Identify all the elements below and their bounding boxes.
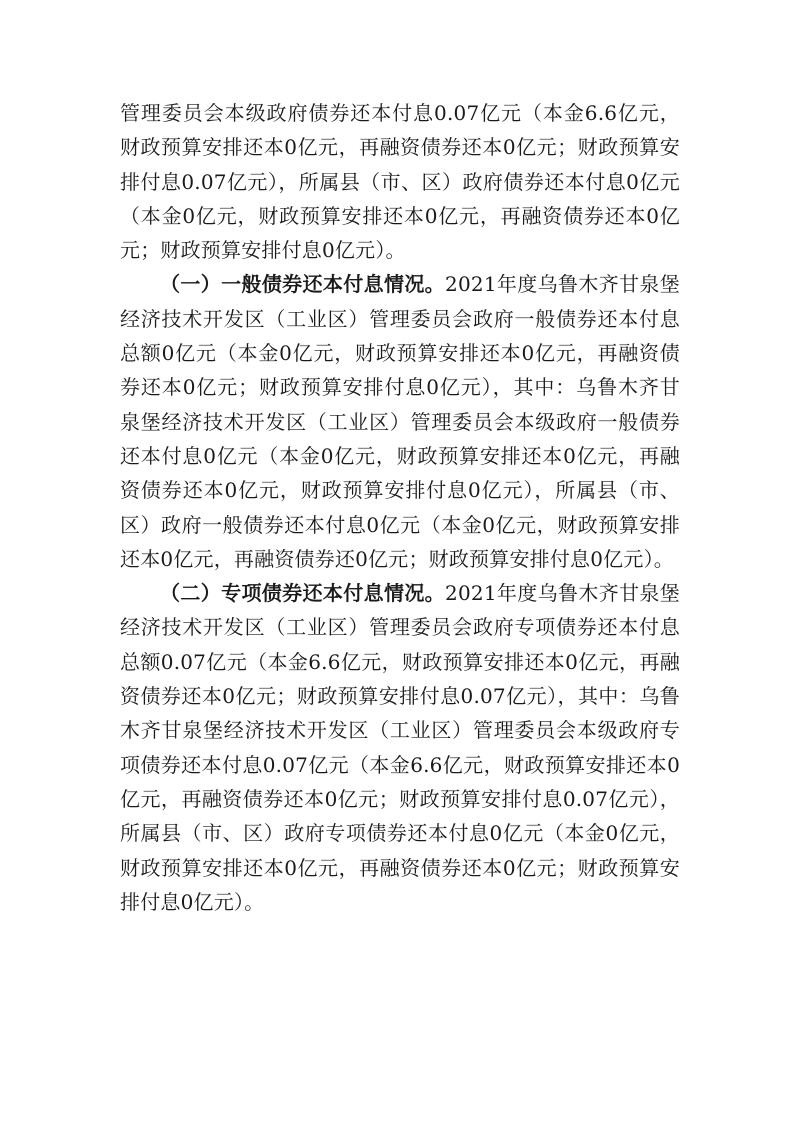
paragraph-general-bonds	[120, 267, 680, 576]
paragraph-special-bonds	[120, 576, 680, 919]
paragraph-continuation	[120, 96, 680, 267]
paragraph-text: 2021年度乌鲁木齐甘泉堡经济技术开发区（工业区）管理委员会政府专项债券还本付息总额0.07亿元（本金6.6亿元，财政预算安排还本0亿元，再融资债券还本0亿元；财政预算安排付息0.07亿元），其中：乌鲁木齐甘泉堡经济技术开发区（工业区）管理委员会本级政府专项债券还本付息0.07亿元（本金6.6亿元，财政预算安排还本0亿元，再融资债券还本0亿元；财政预算安排付息0.07亿元），所属县（市、区）政府专项债券还本付息0亿元（本金0亿元，财政预算安排还本0亿元，再融资债券还本0亿元；财政预算安排付息0亿元）。	[120, 581, 680, 914]
paragraph-text: 2021年度乌鲁木齐甘泉堡经济技术开发区（工业区）管理委员会政府一般债券还本付息总额0亿元（本金0亿元，财政预算安排还本0亿元，再融资债券还本0亿元；财政预算安排付息0亿元），其中：乌鲁木齐甘泉堡经济技术开发区（工业区）管理委员会本级政府一般债券还本付息0亿元（本金0亿元，财政预算安排还本0亿元，再融资债券还本0亿元，财政预算安排付息0亿元），所属县（市、区）政府一般债券还本付息0亿元（本金0亿元，财政预算安排还本0亿元，再融资债券还0亿元；财政预算安排付息0亿元）。	[120, 272, 680, 571]
section-heading-general-bonds: （一）一般债券还本付息情况。	[160, 272, 446, 297]
paragraph-text: 管理委员会本级政府债券还本付息0.07亿元（本金6.6亿元，财政预算安排还本0亿元，再融资债券还本0亿元；财政预算安排付息0.07亿元），所属县（市、区）政府债券还本付息0亿元（本金0亿元，财政预算安排还本0亿元，再融资债券还本0亿元；财政预算安排付息0亿元）。	[120, 101, 680, 263]
section-heading-special-bonds: （二）专项债券还本付息情况。	[160, 581, 446, 606]
document-body	[120, 96, 680, 919]
